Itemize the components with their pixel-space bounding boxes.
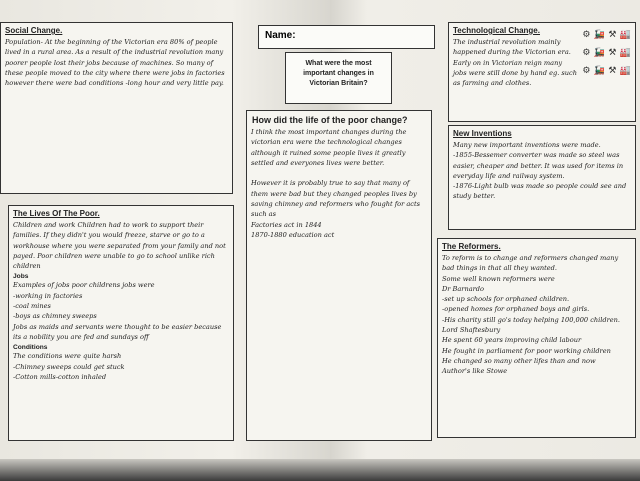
reformers-text: To reform is to change and reformers changed many bad things in that all they wanted. Some well known reformers were Dr Barnardo -set up schools for orphaned children. -opened homes for orphaned boys and girls. -His charity still go's today helping 100,000 children. Lord Shaftesbury He spent 60 years improving child labour He fought in parliament for poor working children He changed so many other lifes than and now Author's like Stowe: [442, 254, 620, 376]
hammer-icon: ⚒: [608, 66, 617, 76]
social-change-text: Population- At the beginning of the Victorian era 80% of people lived in a rural area. As a result of the industrial revolution many poorer people lost their jobs because of machines. So many of these people moved to the city where there were jobs in factories however there were bad conditions -long hour and very little pay.: [5, 38, 225, 88]
name-box: [258, 25, 435, 49]
book-bottom-edge: [0, 459, 640, 481]
question-text: What were the most important changes in Victorian Britain?: [303, 60, 374, 87]
lives-poor-intro: Children and work Children had to work to support their families. If they didn't you would freeze, starve or go to a workhouse where you were separated from your family and not payed. Poor children were unable to go to school unlike rich children: [13, 221, 226, 271]
gear-icon: ⚙: [582, 30, 591, 40]
machinery-pictures: [581, 29, 631, 81]
social-change-box: [0, 22, 233, 194]
factory-icon: 🏭: [619, 30, 631, 40]
tech-change-title: Technological Change.: [453, 26, 540, 35]
conditions-heading: Conditions: [13, 344, 48, 352]
lives-poor-box: [8, 205, 234, 441]
jobs-heading: Jobs: [13, 273, 29, 281]
tech-change-text: The industrial revolution mainly happened during the Victorian era. Early on in Victorian reign many jobs were still done by hand eg. such as farming and clothes.: [453, 38, 577, 88]
factory-icon: 🏭: [619, 48, 631, 58]
reformers-title: The Reformers.: [442, 242, 501, 251]
reformers-box: [437, 238, 636, 438]
new-inventions-text: Many new important inventions were made. -1855-Bessemer converter was made so steel was easier, cheaper and better. It was used for items in everyday life and railway system. -1876-Light bulb was made so people could see and study better.: [453, 141, 627, 201]
poor-change-text: I think the most important changes during the victorian era were the technological changes although it ruined some people lives it greatly settled and everyones lives were better. However it is probably true to say that many of them were bad but they changed peoples lives by saving chimney and reformers who fought for acts such as Factories act in 1844 1870-1880 education act: [251, 128, 421, 239]
new-inventions-title: New Inventions: [453, 129, 512, 138]
factory-icon: 🏭: [619, 66, 631, 76]
social-change-title: Social Change.: [5, 26, 63, 35]
name-label: Name:: [265, 30, 296, 41]
train-icon: 🚂: [593, 30, 605, 40]
conditions-text: The conditions were quite harsh -Chimney sweeps could get stuck -Cotton mills-cotton inhaled: [13, 352, 125, 381]
gear-icon: ⚙: [582, 48, 591, 58]
question-box: [285, 52, 392, 104]
tech-change-box: [448, 22, 636, 122]
gear-icon: ⚙: [582, 66, 591, 76]
train-icon: 🚂: [593, 48, 605, 58]
lives-poor-title: The Lives Of The Poor.: [13, 209, 100, 218]
jobs-text: Examples of jobs poor childrens jobs were -working in factories -coal mines -boys as chimney sweeps Jobs as maids and servants were thought to be easier because its a nobility you are fed and sundays off: [13, 281, 222, 341]
new-inventions-box: [448, 125, 636, 230]
train-icon: 🚂: [593, 66, 605, 76]
poor-change-title: How did the life of the poor change?: [252, 115, 408, 125]
hammer-icon: ⚒: [608, 48, 617, 58]
hammer-icon: ⚒: [608, 30, 617, 40]
poor-change-box: [246, 110, 432, 441]
